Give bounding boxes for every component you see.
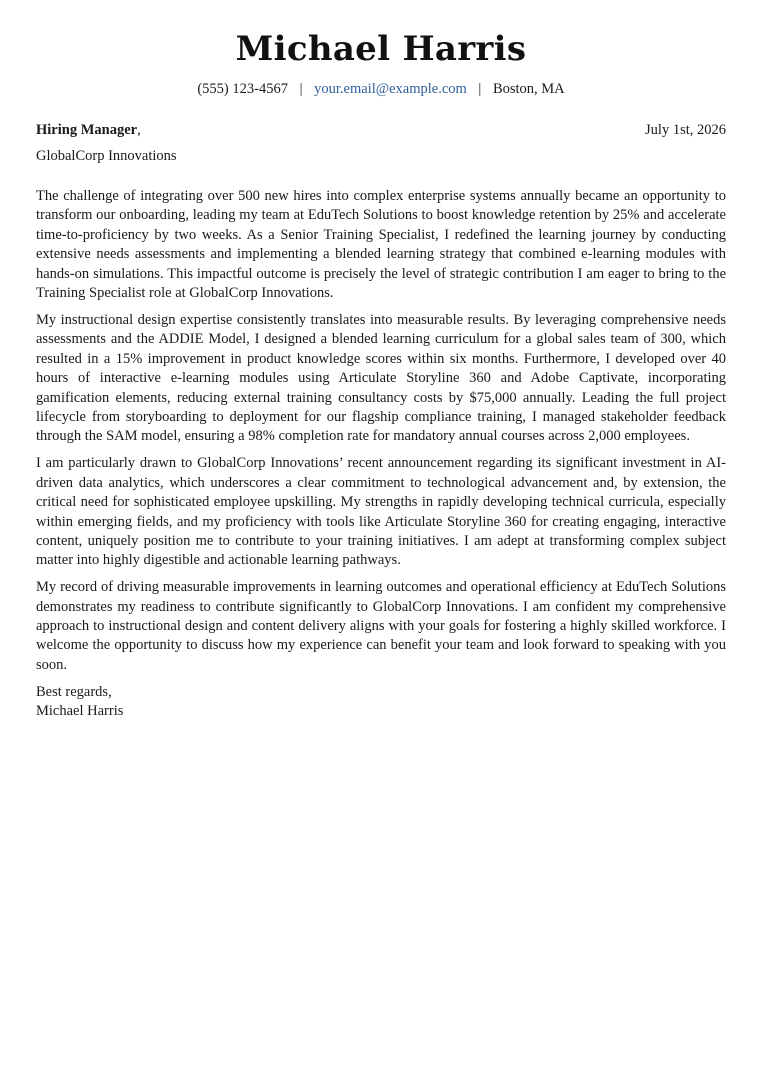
sign-off: Best regards, bbox=[36, 683, 112, 700]
letter-date: July 1st, 2026 bbox=[645, 122, 726, 138]
salutation-comma: , bbox=[137, 122, 141, 138]
contact-line bbox=[36, 80, 726, 98]
cover-letter-page bbox=[36, 0, 726, 722]
body-paragraph-4: My record of driving measurable improvements in learning outcomes and operational efficiency at EduTech Solutions demonstrates my readiness to contribute significantly to GlobalCorp Innovations. I am confident my comprehensive approach to instructional design and content delivery aligns with your goals for fostering a highly skilled workforce. I welcome the opportunity to discuss how my experience can benefit your team and look forward to speaking with you soon. bbox=[36, 579, 726, 673]
letter-body bbox=[36, 187, 726, 675]
contact-separator: | bbox=[299, 81, 303, 97]
body-paragraph-1: The challenge of integrating over 500 new hires into complex enterprise systems annually became an opportunity to transform our onboarding, leading my team at EduTech Solutions to boost knowledge retention by 25% and accelerate time-to-proficiency by two weeks. As a Senior Training Specialist, I redefined the learning journey by conducting extensive needs assessments and implementing a blended learning strategy that combined e-learning modules with hands-on simulations. This impactful outcome is precisely the level of strategic contribution I am eager to bring to the Training Specialist role at GlobalCorp Innovations. bbox=[36, 188, 726, 302]
applicant-name: Michael Harris bbox=[235, 29, 527, 69]
signature-name: Michael Harris bbox=[36, 703, 124, 720]
location: Boston, MA bbox=[492, 81, 565, 97]
email-link[interactable]: your.email@example.com bbox=[314, 81, 467, 97]
body-paragraph-2: My instructional design expertise consistently translates into measurable results. By leveraging comprehensive needs assessments and the ADDIE Model, I designed a blended learning curriculum for a global sales team of 300, which resulted in a 15% improvement in product knowledge scores within six months. Furthermore, I developed over 40 hours of interactive e-learning modules using Articulate Storyline 360 and Adobe Captivate, incorporating gamification elements, reducing external training consultancy costs by $75,000 annually. Leading the full project lifecycle from storyboarding to deployment for our flagship compliance training, I managed stakeholder feedback through the SAM model, ensuring a 98% completion rate for mandatory annual courses across 2,000 employees. bbox=[36, 311, 726, 445]
salutation-wrapper bbox=[36, 121, 141, 139]
contact-separator: | bbox=[478, 81, 482, 97]
recipient-company: GlobalCorp Innovations bbox=[36, 148, 177, 164]
body-paragraph-3: I am particularly drawn to GlobalCorp Innovations’ recent announcement regarding its significant investment in AI-driven data analytics, which underscores a clear commitment to technological advancement and, by extension, the critical need for sophisticated employee upskilling. My strengths in rapidly developing technical curricula, especially within emerging fields, and my proficiency with tools like Articulate Storyline 360 for creating engaging, interactive content, uniquely position me to contribute to your training initiatives. I am adept at transforming complex subject matter into highly digestible and actionable learning pathways. bbox=[36, 455, 726, 569]
phone-number: (555) 123-4567 bbox=[197, 81, 288, 97]
recipient-date-row bbox=[36, 121, 726, 139]
recipient-name: Hiring Manager bbox=[36, 122, 138, 138]
letter-closing bbox=[36, 683, 726, 722]
